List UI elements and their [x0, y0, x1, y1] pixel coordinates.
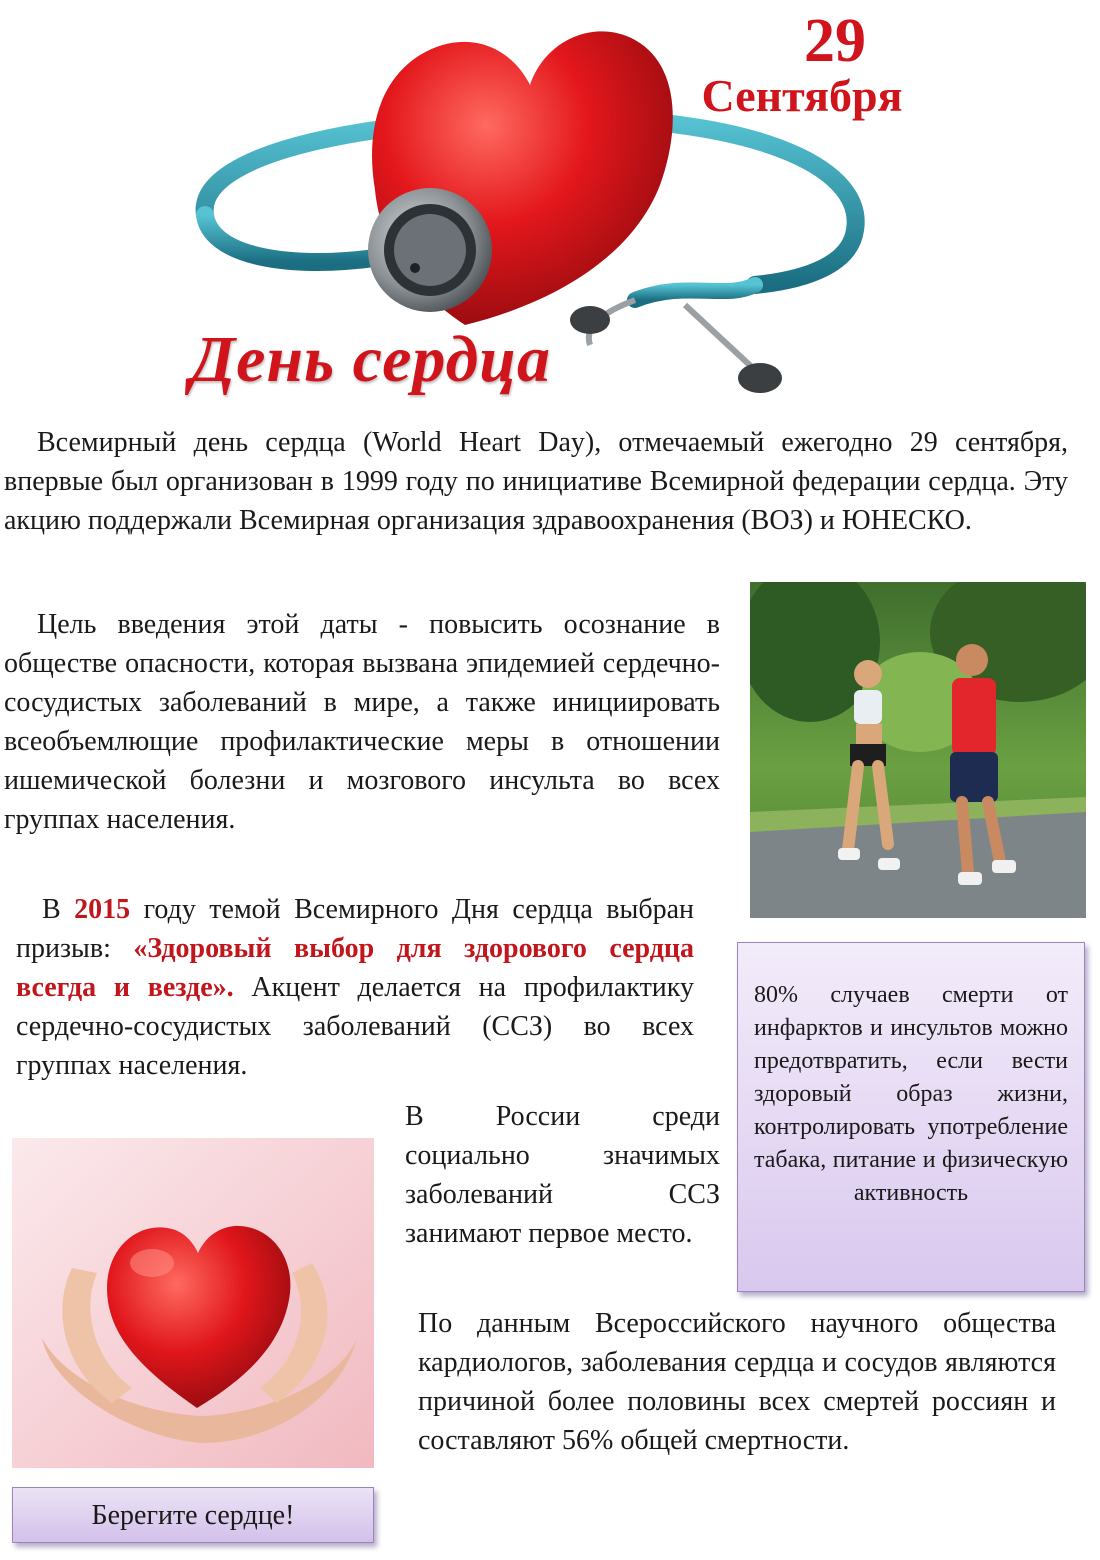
date-day: 29 — [804, 7, 866, 75]
runners-photo — [750, 582, 1086, 918]
prevention-callout: 80% случаев смерти от инфарктов и инсультов можно предотвратить, если вести здоровый образ жизни, контролировать употребление табака, питание и физическую активность — [737, 942, 1085, 1292]
page-title: День сердца — [190, 323, 551, 396]
theme-slogan: «Здоровый выбор для здорового сердца всегда и везде». — [16, 933, 695, 1003]
russia-paragraph: В России среди социально значимых заболеваний ССЗ занимают первое место. — [405, 1101, 720, 1249]
theme-suffix: Акцент делается на профилактику сердечно-сосудистых заболеваний (ССЗ) во всех группах населения. — [16, 972, 694, 1081]
stats-paragraph: По данным Всероссийского научного общества кардиологов, заболевания сердца и сосудов являются причиной более половины всех смертей россиян и составляют 56% общей смертности. — [418, 1308, 1056, 1456]
theme-mid: году темой Всемирного Дня сердца выбран призыв: — [16, 894, 694, 964]
intro-paragraph: Всемирный день сердца (World Heart Day), отмечаемый ежегодно 29 сентября, впервые был организован в 1999 году по инициативе Всемирной федерации сердца. Эту акцию поддержали Всемирная организация здравоохранения (ВОЗ) и ЮНЕСКО. — [4, 427, 1068, 536]
theme-year: 2015 — [74, 894, 131, 925]
goal-paragraph: Цель введения этой даты - повысить осознание в обществе опасности, которая вызвана эпидемией сердечно-сосудистых заболеваний в мире, а также инициировать всеобъемлющие профилактические меры в отношении ишемической болезни и мозгового инсульта во всех группах населения. — [4, 609, 720, 835]
date-month: Сентября — [701, 70, 903, 121]
hands-heart-photo — [12, 1138, 374, 1468]
theme-prefix: В — [42, 894, 75, 925]
care-heart-banner: Берегите сердце! — [12, 1487, 374, 1543]
theme-paragraph — [16, 890, 694, 1085]
